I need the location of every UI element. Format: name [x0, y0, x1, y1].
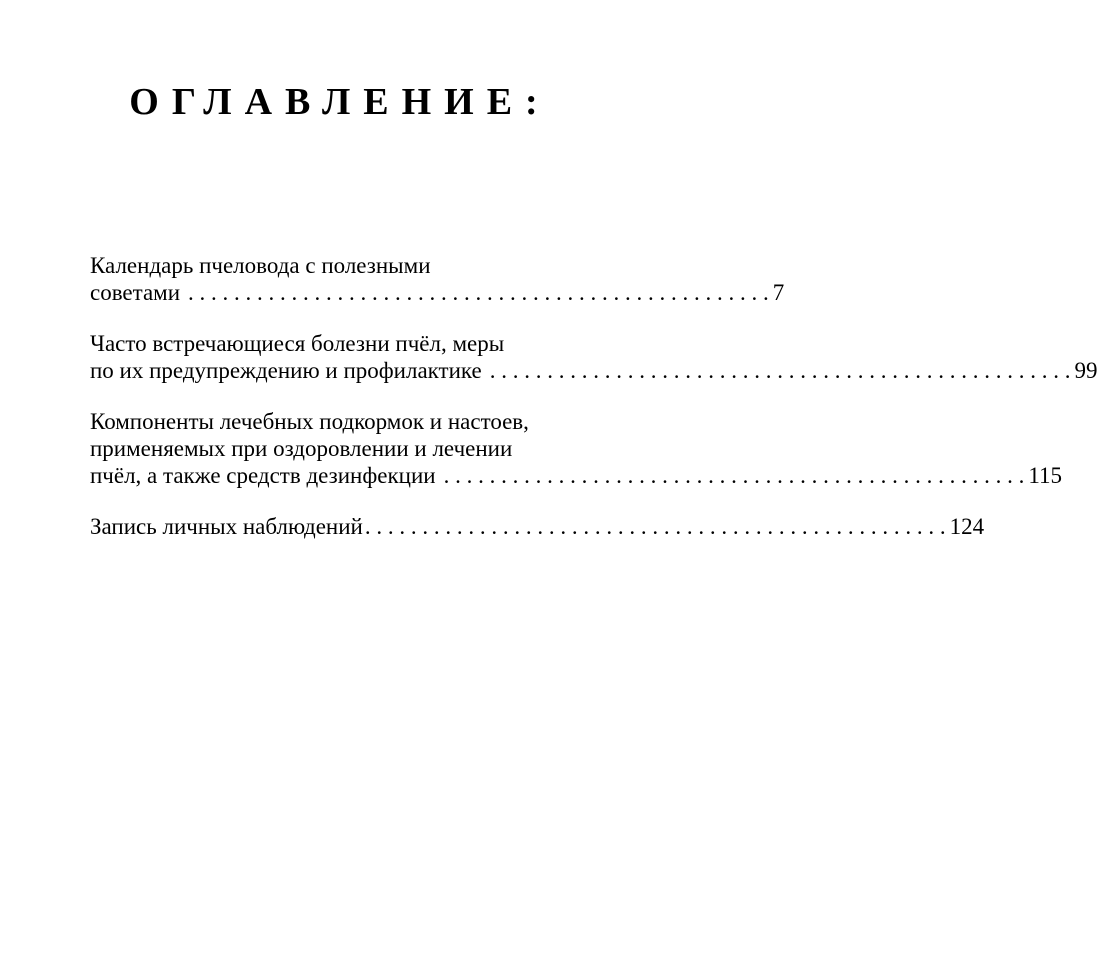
dot-leader: . . . . . . . . . . . . . . . . . . . . . . . . . . . . . . . . . . . . . . . . . . . . . . . . . . . — [188, 280, 769, 305]
dot-leader: . . . . . . . . . . . . . . . . . . . . . . . . . . . . . . . . . . . . . . . . . . . . . . . . . . . — [489, 358, 1071, 383]
toc-entry-last-line — [90, 462, 1062, 489]
dot-leader: . . . . . . . . . . . . . . . . . . . . . . . . . . . . . . . . . . . . . . . . . . . . . . . . . . . — [364, 514, 946, 539]
toc-page-number: 99 — [1074, 358, 1097, 383]
toc-entry-calendar — [90, 252, 785, 306]
toc-entry-text: советами — [90, 280, 181, 305]
toc-entry-line: Календарь пчеловода с полезными — [90, 253, 431, 278]
toc-page-number: 7 — [772, 280, 785, 305]
table-of-contents — [90, 252, 1097, 564]
toc-entry-text: пчёл, а также средств дезинфекции — [90, 463, 436, 488]
toc-entry-line: Часто встречающиеся болезни пчёл, меры — [90, 331, 505, 356]
dot-leader: . . . . . . . . . . . . . . . . . . . . . . . . . . . . . . . . . . . . . . . . . . . . . . . . . . . — [443, 463, 1025, 488]
toc-entry-notes — [90, 513, 985, 540]
toc-entry-diseases — [90, 330, 1097, 384]
toc-entry-line: применяемых при оздоровлении и лечении — [90, 436, 513, 461]
toc-page-number: 124 — [949, 514, 985, 539]
toc-entry-line: Компоненты лечебных подкормок и настоев, — [90, 409, 529, 434]
toc-entry-last-line — [90, 357, 1097, 384]
toc-page-number: 115 — [1028, 463, 1062, 488]
toc-entry-last-line — [90, 279, 785, 306]
toc-entry-components — [90, 408, 1062, 489]
toc-entry-text: по их предупреждению и профилактике — [90, 358, 482, 383]
page-title: ОГЛАВЛЕНИЕ: — [129, 81, 551, 123]
toc-entry-text: Запись личных наблюдений — [90, 514, 363, 539]
toc-entry-last-line — [90, 513, 985, 540]
